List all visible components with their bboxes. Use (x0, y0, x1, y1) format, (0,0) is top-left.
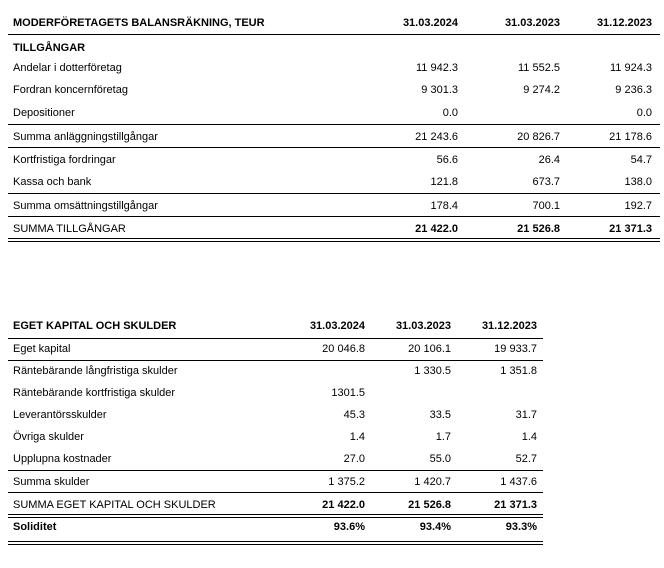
cell-value: 26.4 (538, 154, 560, 166)
subtotal-row (8, 474, 543, 490)
balance-sheet-liabilities-table (8, 300, 543, 550)
cell-value: 9 274.2 (523, 84, 560, 96)
cell-value: 1 330.5 (414, 365, 451, 377)
cell-value: 673.7 (532, 176, 560, 188)
row-label: SUMMA EGET KAPITAL OCH SKULDER (13, 499, 216, 511)
cell-value: 9 301.3 (421, 84, 458, 96)
table-row (8, 341, 543, 357)
row-divider (8, 360, 543, 361)
cell-value: 138.0 (624, 176, 652, 188)
total-row (8, 221, 660, 237)
table-header-row (8, 15, 660, 31)
row-divider (8, 124, 660, 125)
bottom-double-rule (8, 541, 543, 545)
balance-sheet-assets-table (8, 0, 660, 250)
cell-value: 1.7 (435, 431, 451, 443)
row-label: Andelar i dotterföretag (13, 62, 122, 74)
cell-value: 93.4% (419, 521, 451, 533)
solvency-row (8, 519, 543, 535)
cell-value: 1 420.7 (414, 476, 451, 488)
subtotal-row (8, 198, 660, 214)
row-divider (8, 492, 543, 493)
header-divider (8, 34, 660, 35)
cell-value: 11 552.5 (517, 62, 560, 74)
table-title: EGET KAPITAL OCH SKULDER (13, 320, 177, 332)
cell-value: 11 942.3 (415, 62, 458, 74)
row-label: Leverantörsskulder (13, 409, 107, 421)
table-row (8, 363, 543, 379)
row-label: Summa anläggningstillgångar (13, 131, 158, 143)
total-double-rule (8, 238, 660, 242)
column-header: 31.03.2023 (395, 320, 451, 332)
cell-value: 27.0 (343, 453, 365, 465)
cell-value: 21 243.6 (415, 131, 458, 143)
cell-value: 45.3 (343, 409, 365, 421)
row-label: Depositioner (13, 107, 75, 119)
cell-value: 52.7 (515, 453, 537, 465)
table-row (8, 407, 543, 423)
cell-value: 93.3% (505, 521, 537, 533)
row-label: SUMMA TILLGÅNGAR (13, 223, 126, 235)
row-divider (8, 147, 660, 148)
cell-value: 21 526.8 (408, 499, 451, 511)
row-label: Övriga skulder (13, 431, 84, 443)
cell-value: 1 375.2 (328, 476, 365, 488)
total-row (8, 497, 543, 513)
cell-value: 31.7 (515, 409, 537, 421)
table-header-row (8, 318, 543, 334)
column-header: 31.03.2023 (504, 17, 560, 29)
cell-value: 21 371.3 (494, 499, 537, 511)
table-row (8, 174, 660, 190)
row-label: Kassa och bank (13, 176, 92, 188)
table-row (8, 105, 660, 121)
cell-value: 21 422.0 (415, 223, 458, 235)
row-label: Summa skulder (13, 476, 90, 488)
row-label: Eget kapital (13, 343, 71, 355)
total-double-rule (8, 514, 543, 518)
cell-value: 700.1 (532, 200, 560, 212)
cell-value: 19 933.7 (494, 343, 537, 355)
cell-value: 93.6% (333, 521, 365, 533)
column-header: 31.12.2023 (596, 17, 652, 29)
cell-value: 21 178.6 (609, 131, 652, 143)
cell-value: 1 437.6 (500, 476, 537, 488)
row-label: Summa omsättningstillgångar (13, 200, 158, 212)
row-label: Upplupna kostnader (13, 453, 112, 465)
row-label: Kortfristiga fordringar (13, 154, 116, 166)
column-header: 31.03.2024 (309, 320, 365, 332)
cell-value: 20 046.8 (322, 343, 365, 355)
row-label: Fordran koncernföretag (13, 84, 128, 96)
table-row (8, 152, 660, 168)
cell-value: 1301.5 (331, 387, 365, 399)
column-header: 31.03.2024 (402, 17, 458, 29)
table-row (8, 385, 543, 401)
row-divider (8, 470, 543, 471)
header-divider (8, 338, 543, 339)
cell-value: 33.5 (429, 409, 451, 421)
section-label: TILLGÅNGAR (13, 42, 86, 54)
row-label: Soliditet (13, 521, 57, 533)
row-label: Räntebärande långfristiga skulder (13, 365, 178, 377)
cell-value: 9 236.3 (615, 84, 652, 96)
column-header: 31.12.2023 (481, 320, 537, 332)
cell-value: 21 371.3 (609, 223, 652, 235)
cell-value: 0.0 (636, 107, 652, 119)
cell-value: 1.4 (349, 431, 365, 443)
cell-value: 1 351.8 (500, 365, 537, 377)
cell-value: 178.4 (430, 200, 458, 212)
table-title: MODERFÖRETAGETS BALANSRÄKNING, TEUR (13, 17, 265, 29)
row-divider (8, 216, 660, 217)
cell-value: 54.7 (630, 154, 652, 166)
cell-value: 21 422.0 (322, 499, 365, 511)
cell-value: 20 106.1 (408, 343, 451, 355)
cell-value: 121.8 (430, 176, 458, 188)
cell-value: 56.6 (436, 154, 458, 166)
cell-value: 1.4 (521, 431, 537, 443)
cell-value: 11 924.3 (609, 62, 652, 74)
cell-value: 20 826.7 (517, 131, 560, 143)
row-label: Räntebärande kortfristiga skulder (13, 387, 176, 399)
row-divider (8, 193, 660, 194)
cell-value: 21 526.8 (517, 223, 560, 235)
table-row (8, 451, 543, 467)
cell-value: 55.0 (429, 453, 451, 465)
table-row (8, 60, 660, 76)
table-row (8, 82, 660, 98)
subtotal-row (8, 129, 660, 145)
table-row (8, 429, 543, 445)
cell-value: 0.0 (442, 107, 458, 119)
cell-value: 192.7 (624, 200, 652, 212)
